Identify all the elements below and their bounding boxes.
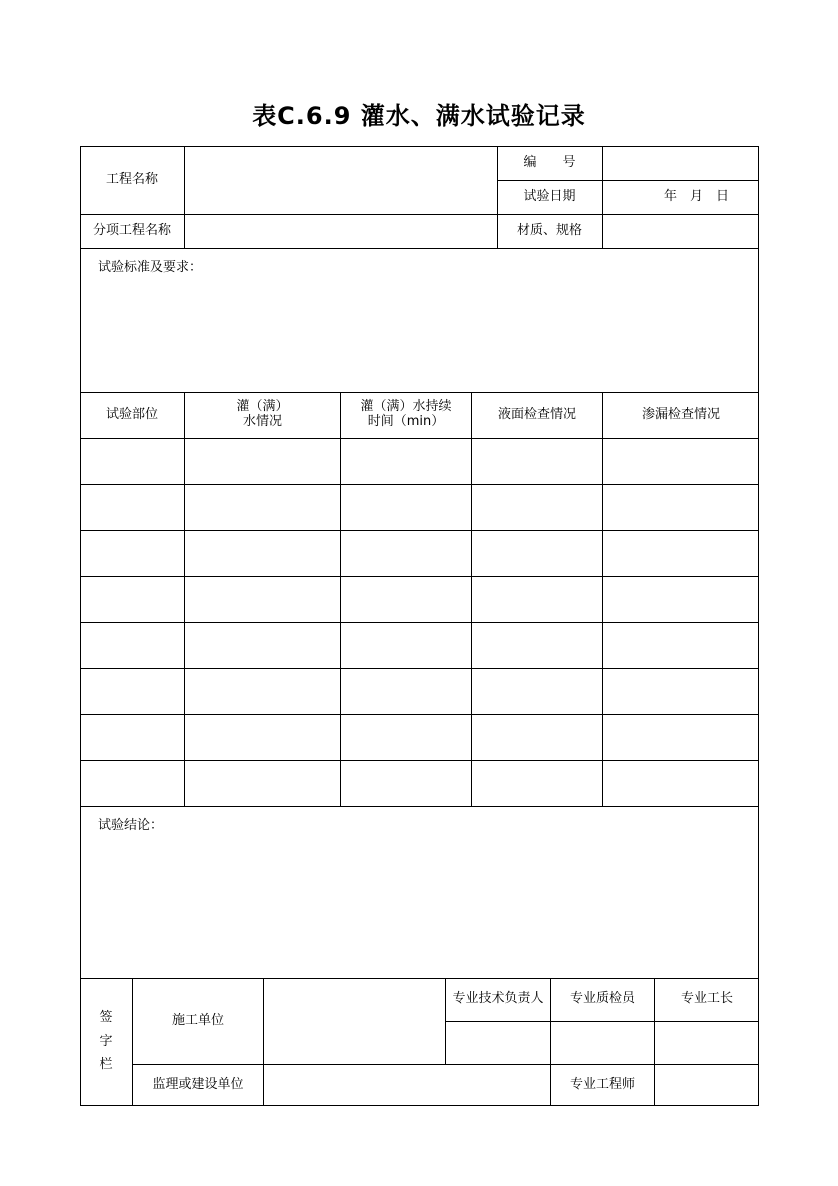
table-cell[interactable] — [185, 531, 340, 576]
supervision-unit-field[interactable] — [264, 1065, 550, 1106]
table-cell[interactable] — [603, 439, 759, 484]
table-cell[interactable] — [341, 669, 471, 714]
table-cell[interactable] — [80, 715, 184, 760]
quality-inspector-label: 专业质检员 — [569, 991, 635, 1007]
serial-label: 编 号 — [523, 154, 576, 170]
table-cell[interactable] — [341, 485, 471, 530]
signature-char: 签 — [99, 1009, 113, 1025]
column-header-duration — [341, 392, 471, 438]
test-date-field[interactable]: 年 月 日 — [663, 188, 729, 204]
column-header-water-line2: 水情况 — [242, 414, 282, 429]
foreman-label: 专业工长 — [680, 991, 733, 1007]
engineer-signature-field[interactable] — [655, 1065, 759, 1106]
table-cell[interactable] — [341, 715, 471, 760]
table-cell[interactable] — [603, 715, 759, 760]
table-cell[interactable] — [472, 485, 602, 530]
table-cell[interactable] — [341, 623, 471, 668]
column-header-leak: 渗漏检查情况 — [641, 406, 720, 422]
table-cell[interactable] — [80, 485, 184, 530]
table-cell[interactable] — [603, 485, 759, 530]
construction-unit-label: 施工单位 — [171, 1012, 224, 1028]
project-name-field[interactable] — [185, 146, 497, 214]
table-cell[interactable] — [80, 577, 184, 622]
table-cell[interactable] — [185, 439, 340, 484]
sub-project-field[interactable] — [185, 214, 497, 248]
table-cell[interactable] — [80, 623, 184, 668]
table-cell[interactable] — [185, 577, 340, 622]
table-cell[interactable] — [80, 669, 184, 714]
table-cell[interactable] — [472, 531, 602, 576]
supervision-unit-label: 监理或建设单位 — [152, 1077, 244, 1093]
table-cell[interactable] — [603, 577, 759, 622]
table-cell[interactable] — [80, 439, 184, 484]
project-name-label: 工程名称 — [105, 171, 158, 187]
engineer-label: 专业工程师 — [569, 1077, 635, 1093]
table-cell[interactable] — [341, 577, 471, 622]
quality-inspector-signature-field[interactable] — [551, 1022, 654, 1064]
table-cell[interactable] — [341, 531, 471, 576]
foreman-signature-field[interactable] — [655, 1022, 759, 1064]
table-cell[interactable] — [341, 439, 471, 484]
table-cell[interactable] — [603, 669, 759, 714]
signature-column — [80, 978, 132, 1106]
table-cell[interactable] — [185, 715, 340, 760]
column-header-water-line1: 灌（满） — [236, 399, 289, 415]
column-header-duration-line1: 灌（满）水持续 — [360, 399, 452, 415]
conclusion-label: 试验结论： — [98, 818, 164, 833]
table-cell[interactable] — [80, 531, 184, 576]
table-cell[interactable] — [603, 761, 759, 806]
standard-label: 试验标准及要求： — [98, 260, 203, 275]
table-cell[interactable] — [185, 623, 340, 668]
table-cell[interactable] — [185, 485, 340, 530]
signature-char: 字 — [99, 1033, 113, 1049]
test-date-label: 试验日期 — [523, 188, 576, 204]
tech-lead-label: 专业技术负责人 — [452, 991, 544, 1007]
page-title: 表C.6.9 灌水、满水试验记录 — [252, 102, 586, 130]
table-cell[interactable] — [472, 577, 602, 622]
table-cell[interactable] — [603, 623, 759, 668]
tech-lead-signature-field[interactable] — [446, 1022, 550, 1064]
signature-char: 栏 — [99, 1057, 113, 1073]
material-label: 材质、规格 — [516, 222, 582, 238]
table-cell[interactable] — [472, 623, 602, 668]
material-field[interactable] — [603, 214, 759, 248]
column-header-level: 液面检查情况 — [497, 406, 576, 422]
standard-section[interactable] — [80, 249, 759, 392]
table-cell[interactable] — [603, 531, 759, 576]
table-cell[interactable] — [472, 439, 602, 484]
column-header-water — [185, 392, 340, 438]
column-header-duration-line2: 时间（min） — [367, 414, 445, 429]
serial-field[interactable] — [603, 146, 759, 180]
table-cell[interactable] — [80, 761, 184, 806]
construction-unit-field[interactable] — [264, 978, 445, 1064]
table-cell[interactable] — [472, 715, 602, 760]
sub-project-label: 分项工程名称 — [92, 222, 171, 238]
column-header-part: 试验部位 — [105, 406, 158, 422]
table-cell[interactable] — [185, 669, 340, 714]
table-cell[interactable] — [341, 761, 471, 806]
conclusion-section[interactable] — [80, 807, 759, 978]
table-cell[interactable] — [185, 761, 340, 806]
table-cell[interactable] — [472, 761, 602, 806]
table-cell[interactable] — [472, 669, 602, 714]
